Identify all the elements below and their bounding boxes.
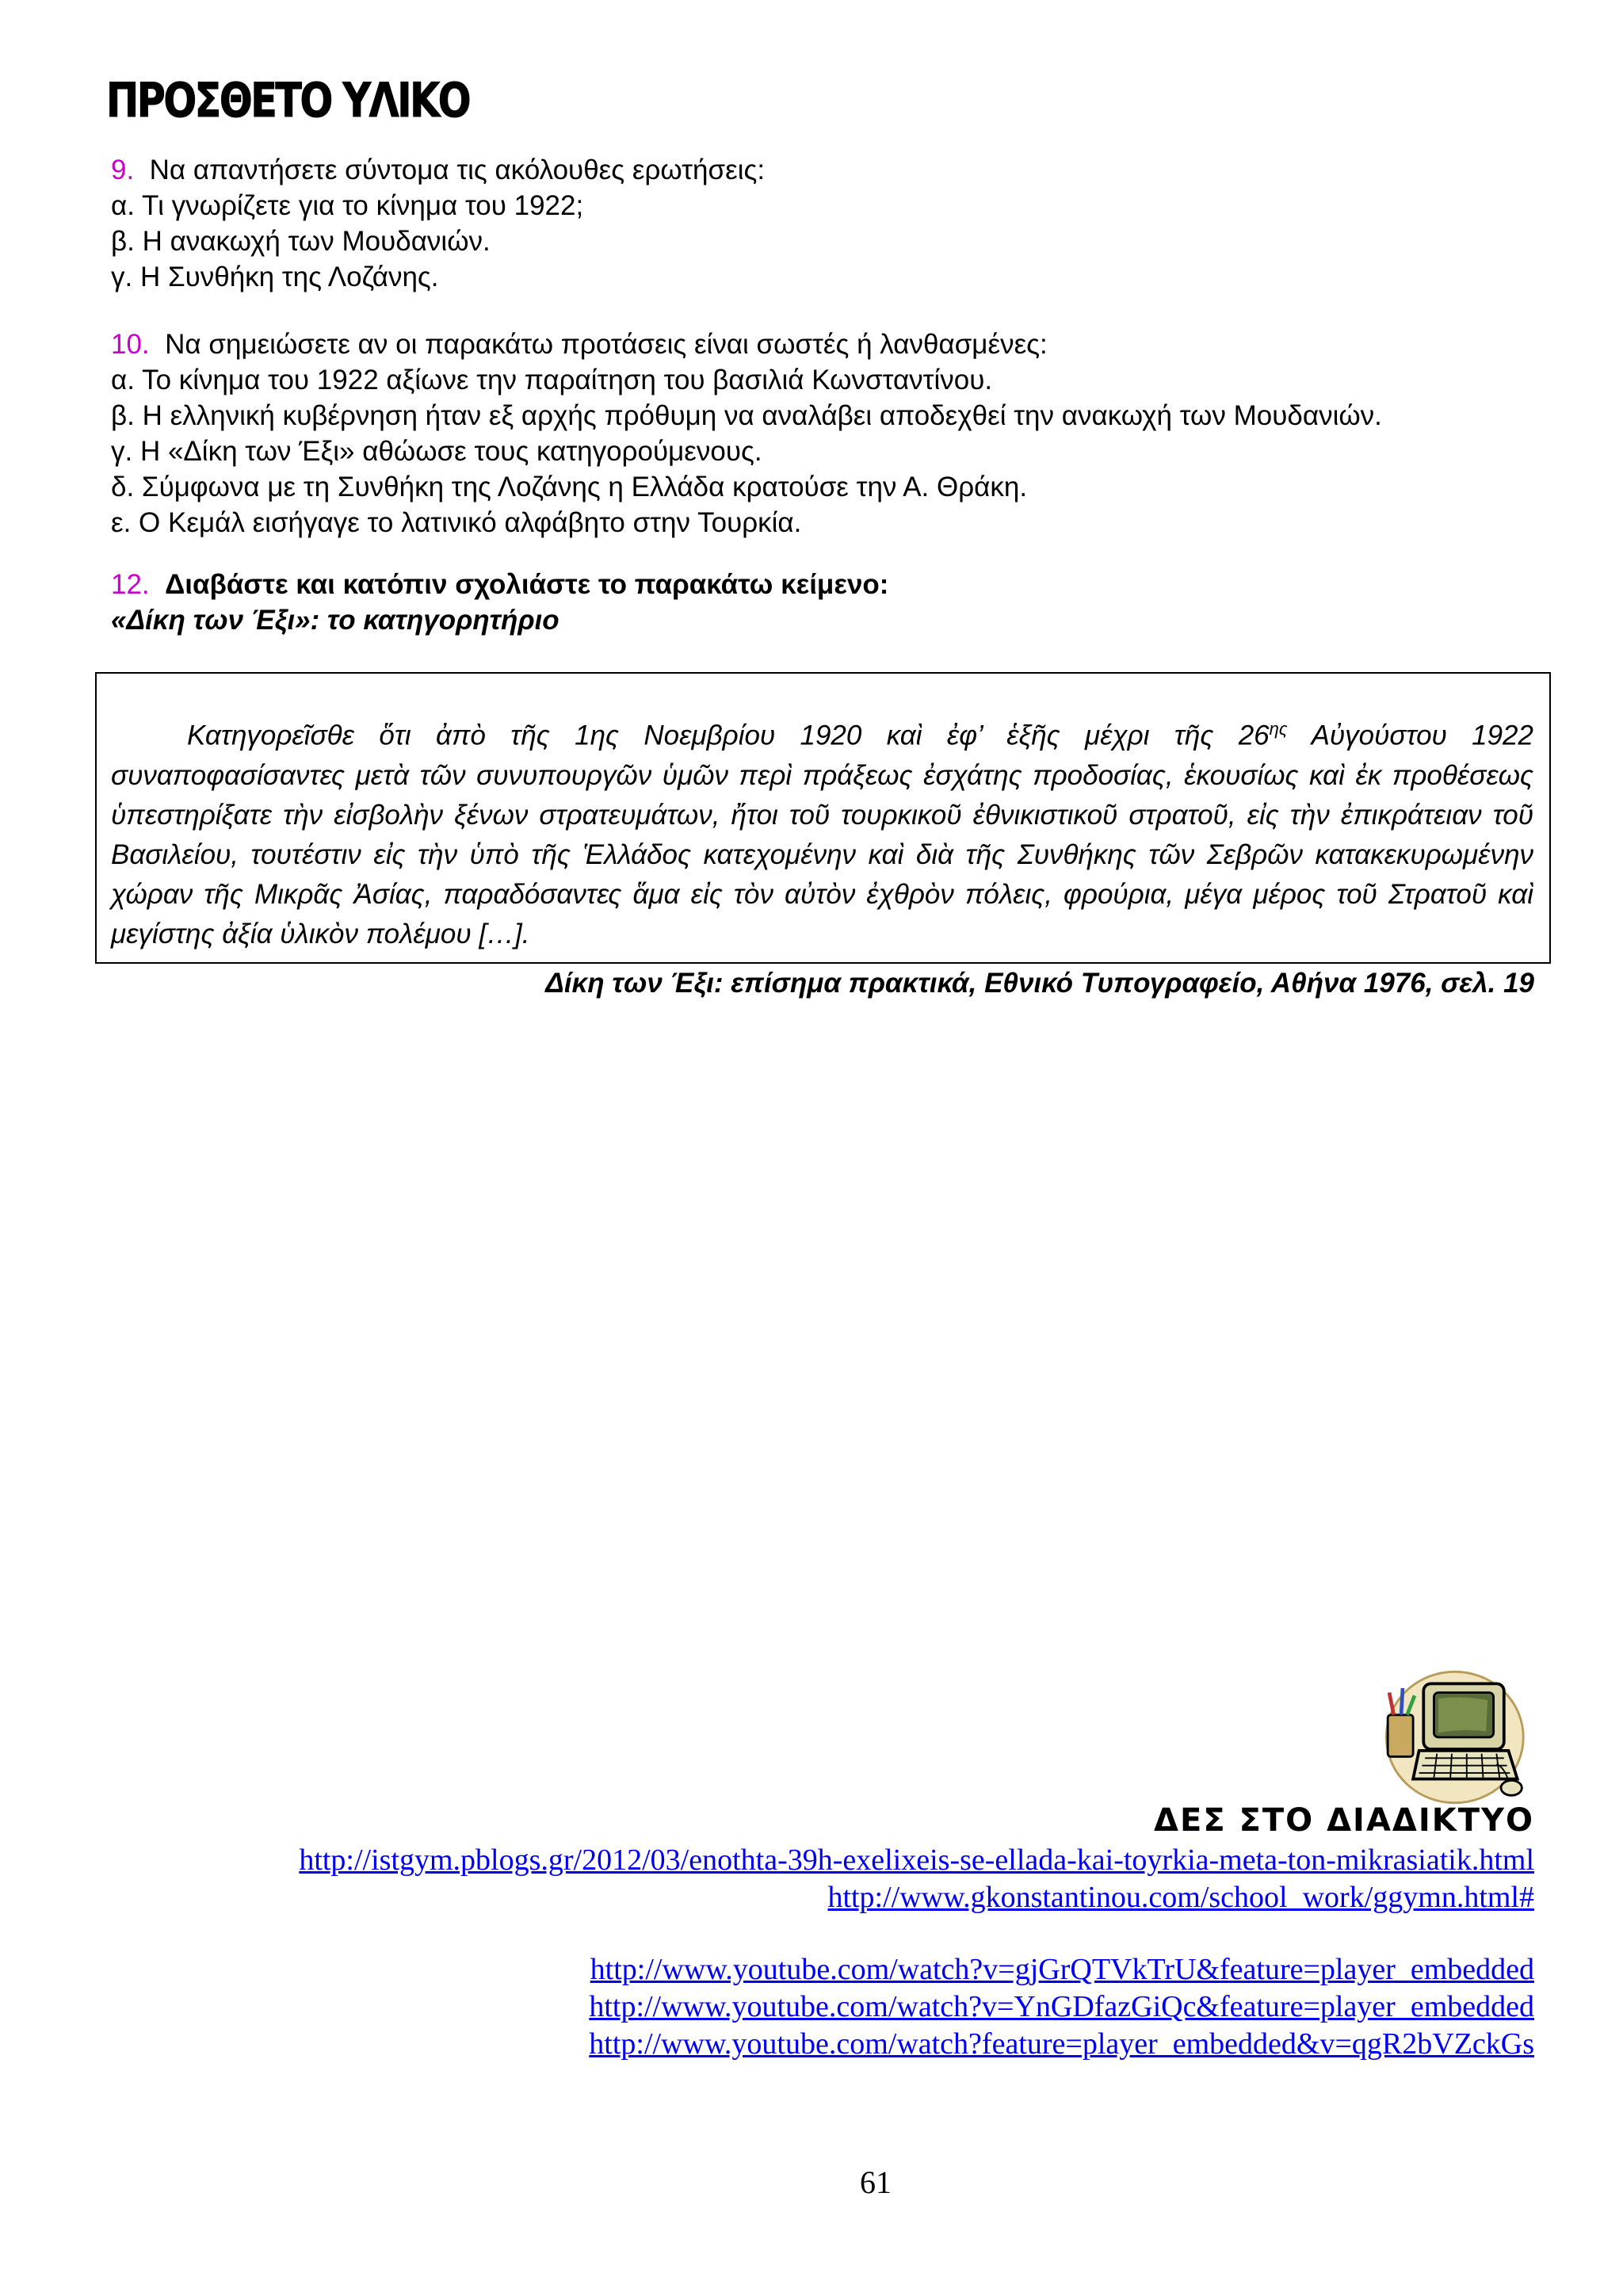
web-link[interactable]: http://istgym.pblogs.gr/2012/03/enothta-39h-exelixeis-se-ellada-kai-toyrkia-meta-ton-mikrasiatik.html [299,1843,1534,1877]
question-number: 12. [111,569,150,600]
quote-line1-a: Κατηγορεῖσθε ὅτι ἀπὸ τῆς 1ης Νοεμβρίου 1920 καὶ ἐφ’ ἑξῆς μέχρι τῆς 26 [187,720,1270,751]
quote-paragraph [111,709,1533,954]
question-item: γ. Η Συνθήκη της Λοζάνης. [111,262,439,292]
question-text: Να σημειώσετε αν οι παρακάτω προτάσεις είναι σωστές ή λανθασμένες: [165,329,1048,360]
question-item: δ. Σύμφωνα με τη Συνθήκη της Λοζάνης η Ελλάδα κρατούσε την Α. Θράκη. [111,472,1028,502]
question-12-subtitle: «Δίκη των Έξι»: το κατηγορητήριο [111,605,559,636]
quote-source: Δίκη των Έξι: επίσημα πρακτικά, Εθνικό Τυπογραφείο, Αθήνα 1976, σελ. 19 [545,968,1534,999]
question-item: γ. Η «Δίκη των Έξι» αθώωσε τους κατηγορούμενους. [111,436,762,467]
web-link[interactable]: http://www.gkonstantinou.com/school_work/ggymn.html# [827,1881,1534,1914]
question-item: α. Τι γνωρίζετε για το κίνημα του 1922; [111,190,584,221]
question-9 [111,152,1553,295]
question-10-prompt [111,327,1553,362]
quote-line1-b: Αὐγούστου 1922 [1287,720,1533,751]
question-12-prompt [111,567,1553,602]
quote-superscript: ης [1269,719,1288,739]
page-title: ΠΡΟΣΘΕΤΟ ΥΛΙΚΟ [106,73,470,128]
question-10 [111,327,1553,541]
question-text: Να απαντήσετε σύντομα τις ακόλουθες ερωτήσεις: [149,155,766,185]
question-item: β. Η ελληνική κυβέρνηση ήταν εξ αρχής πρόθυμη να αναλάβει αποδεχθεί την ανακωχή των Μουδανιών. [111,400,1382,431]
video-link[interactable]: http://www.youtube.com/watch?v=YnGDfazGiQc&feature=player_embedded [589,1990,1534,2023]
page-number: 61 [860,2164,892,2200]
question-number: 9. [111,155,135,185]
question-12 [111,567,1553,638]
computer-icon [1377,1663,1526,1812]
question-9-prompt [111,152,1553,188]
video-link[interactable]: http://www.youtube.com/watch?feature=player_embedded&v=qgR2bVZckGs [589,2027,1534,2061]
web-heading: ΔΕΣ ΣΤΟ ΔΙΑΔΙΚΤΥΟ [1154,1802,1534,1839]
question-item: β. Η ανακωχή των Μουδανιών. [111,226,491,257]
question-item: ε. Ο Κεμάλ εισήγαγε το λατινικό αλφάβητο στην Τουρκία. [111,507,802,538]
question-number: 10. [111,329,150,360]
question-item: α. Το κίνημα του 1922 αξίωνε την παραίτηση του βασιλιά Κωνσταντίνου. [111,365,993,395]
video-link[interactable]: http://www.youtube.com/watch?v=gjGrQTVkTrU&feature=player_embedded [590,1953,1534,1986]
quote-text [111,709,1533,954]
question-text: Διαβάστε και κατόπιν σχολιάστε το παρακάτω κείμενο: [165,569,889,600]
links-group-2 [108,1951,1534,2063]
links-group-1 [108,1842,1534,1916]
quote-body: συναποφασίσαντες μετὰ τῶν συνυπουργῶν ὑμῶν περὶ πράξεως ἐσχάτης προδοσίας, ἑκουσίως καὶ ἐκ προθέσεως ὑπεστηρίξατε τὴν εἰσβολὴν ξένων στρατευμάτων, ἤτοι τοῦ τουρκικοῦ ἐθνικιστικοῦ στρατοῦ, εἰς τὴν ἐπικράτειαν τοῦ Βασιλείου, τουτέστιν εἰς τὴν ὑπὸ τῆς Ἑλλάδος κατεχομένην καὶ διὰ τῆς Συνθήκης τῶν Σεβρῶν κατακεκυρωμένην χώραν τῆς Μικρᾶς Ἀσίας, παραδόσαντες ἅμα εἰς τὸν αὐτὸν ἐχθρὸν πόλεις, φρούρια, μέγα μέρος τοῦ Στρατοῦ καὶ μεγίστης ἀξία ὑλικὸν πολέμου […]. [111,759,1533,949]
